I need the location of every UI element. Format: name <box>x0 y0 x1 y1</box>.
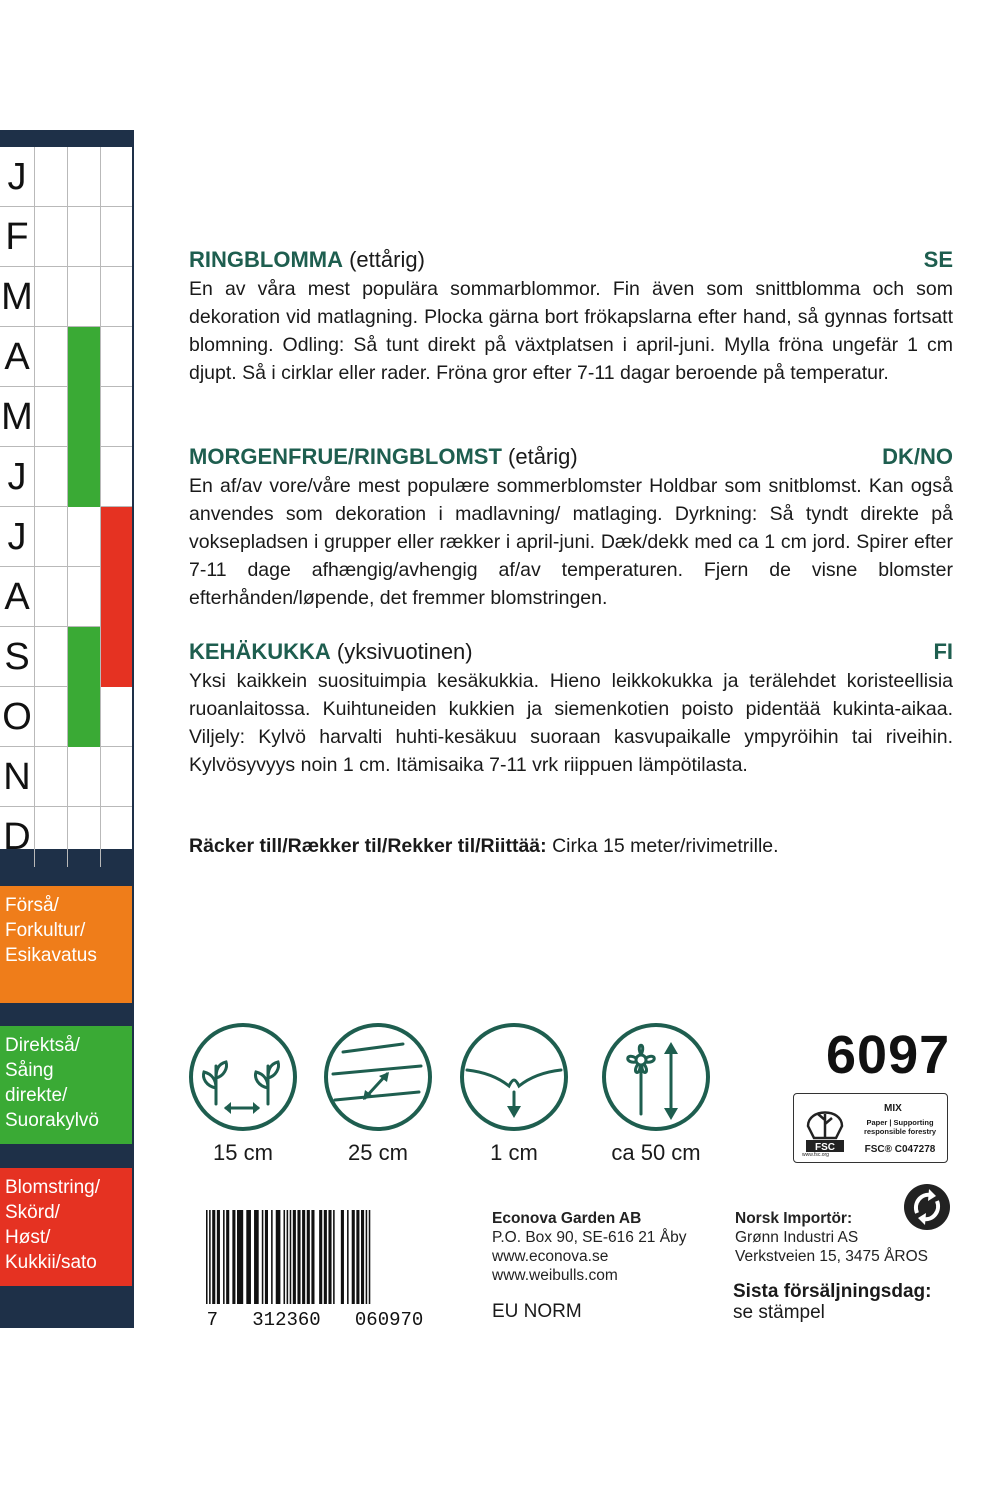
month-cell <box>100 627 132 687</box>
yield-line <box>189 832 779 860</box>
month-letter: A <box>4 336 30 378</box>
legend-line: Förså/ <box>5 895 59 916</box>
month-cell <box>67 387 100 447</box>
last-sale-date <box>733 1281 931 1323</box>
legend-line: Kukkii/sato <box>5 1252 97 1273</box>
company-name: Econova Garden AB <box>492 1210 642 1227</box>
plant-height-icon <box>601 1022 711 1132</box>
month-cell <box>34 147 67 207</box>
month-cell <box>67 567 100 627</box>
fsc-badge <box>793 1093 948 1163</box>
month-row <box>0 447 132 507</box>
barcode-bar <box>290 1210 292 1304</box>
barcode-digits: 7 312360 060970 <box>206 1309 424 1328</box>
month-cell <box>34 567 67 627</box>
legend-blomstring <box>0 1168 132 1286</box>
barcode-bar <box>324 1210 327 1304</box>
language-code: SE <box>923 247 953 272</box>
month-cell <box>67 807 100 867</box>
month-cell <box>100 807 132 867</box>
fsc-brand: FSC <box>815 1142 835 1153</box>
month-row <box>0 627 132 687</box>
barcode-bar <box>302 1210 305 1304</box>
month-cell <box>100 147 132 207</box>
month-letter: S <box>4 636 30 678</box>
language-code: FI <box>933 639 953 664</box>
month-letter: O <box>2 696 32 738</box>
plant-note: (ettårig) <box>349 247 425 272</box>
month-cell <box>67 627 100 687</box>
yield-value: Cirka 15 meter/rivimetrille. <box>552 835 779 857</box>
month-letter: F <box>5 216 29 258</box>
barcode-bar <box>328 1210 331 1304</box>
section-body: Yksi kaikkein suosituimpia kesäkukkia. Hieno leikkokukka ja terälehdet koristeellisia ruoanlaitossa. Kuihtuneiden kukkien ja siemenkotien poisto pidentää kukinta-aikaa. Viljely: Kylvö harvalti huhti-kesäkuu suoraan kasvupaikalle ympyröihin tai riveihin. Kylvösyvyys noin 1 cm. Itämisaika 7-11 vrk riippuen lämpötilasta. <box>189 670 953 776</box>
section-heading <box>189 245 953 275</box>
plant-height-label: ca 50 cm <box>611 1140 701 1165</box>
month-cell <box>34 207 67 267</box>
month-cell <box>67 507 100 567</box>
legend-line: Forkultur/ <box>5 920 86 941</box>
month-cell <box>100 267 132 327</box>
plant-note: (yksivuotinen) <box>336 639 473 664</box>
month-cell <box>34 507 67 567</box>
month-cell <box>100 747 132 807</box>
month-cell <box>100 507 132 567</box>
barcode-bar <box>341 1210 344 1304</box>
last-sale-title: Sista försäljningsdag: <box>733 1281 932 1302</box>
importer-title: Norsk Importör: <box>735 1210 853 1227</box>
month-row <box>0 327 132 387</box>
barcode-bar <box>226 1210 229 1304</box>
plant-name: RINGBLOMMA <box>189 247 343 272</box>
section-danish-norwegian <box>189 442 953 612</box>
barcode-bar <box>347 1210 349 1304</box>
section-swedish <box>189 245 953 387</box>
plant-note: (etårig) <box>508 444 578 469</box>
month-letter: D <box>3 816 31 858</box>
barcode-bar <box>223 1210 225 1304</box>
address-line: P.O. Box 90, SE-616 21 Åby <box>492 1229 687 1246</box>
month-row <box>0 507 132 567</box>
month-cell <box>100 327 132 387</box>
barcode-bar <box>297 1210 300 1304</box>
barcode-bar <box>287 1210 289 1304</box>
month-cell <box>67 447 100 507</box>
section-finnish <box>189 637 953 779</box>
month-cell <box>67 267 100 327</box>
fsc-tree-icon <box>802 1098 848 1158</box>
barcode-bar <box>254 1210 259 1304</box>
barcode-bar <box>237 1210 243 1304</box>
month-cell <box>34 327 67 387</box>
month-cell <box>100 687 132 747</box>
month-cell <box>34 747 67 807</box>
barcode-bar <box>217 1210 220 1304</box>
month-cell <box>100 387 132 447</box>
month-cell <box>67 687 100 747</box>
month-cell <box>67 747 100 807</box>
month-cell <box>34 447 67 507</box>
barcode <box>190 1208 440 1328</box>
legend-line: Blomstring/ <box>5 1177 101 1198</box>
barcode-bar <box>262 1210 264 1304</box>
month-row <box>0 387 132 447</box>
website-link[interactable]: www.econova.se <box>492 1248 609 1265</box>
barcode-bar <box>232 1210 235 1304</box>
yield-label: Räcker till/Rækker til/Rekker til/Riittää: <box>189 835 547 857</box>
barcode-bar <box>284 1210 286 1304</box>
plant-spacing-label: 15 cm <box>213 1140 273 1165</box>
legend-line: Skörd/ <box>5 1202 60 1223</box>
section-heading <box>189 637 953 667</box>
section-heading <box>189 442 953 472</box>
month-cell <box>34 687 67 747</box>
econova-address <box>492 1209 686 1285</box>
importer-name: Grønn Industri AS <box>735 1229 859 1246</box>
eu-norm: EU NORM <box>492 1301 582 1322</box>
barcode-bar <box>307 1210 310 1304</box>
month-cell <box>34 387 67 447</box>
month-row <box>0 267 132 327</box>
language-code: DK/NO <box>882 444 953 469</box>
sowing-calendar-strip <box>0 130 134 1328</box>
barcode-bar <box>276 1210 281 1304</box>
barcode-bar <box>246 1210 251 1304</box>
barcode-bar <box>361 1210 364 1304</box>
month-cell <box>34 627 67 687</box>
month-letter: J <box>7 516 27 558</box>
month-cell <box>100 567 132 627</box>
norwegian-importer <box>735 1209 928 1266</box>
last-sale-value: se stämpel <box>733 1302 825 1323</box>
sowing-depth-icon <box>459 1022 569 1132</box>
barcode-bar <box>366 1210 368 1304</box>
plant-name: MORGENFRUE/RINGBLOMST <box>189 444 502 469</box>
fsc-code: FSC® C047278 <box>864 1144 936 1155</box>
legend-line: Såing <box>5 1060 54 1081</box>
recycle-icon <box>903 1183 951 1231</box>
barcode-bar <box>333 1210 335 1304</box>
legend-line: Suorakylvö <box>5 1110 99 1131</box>
month-letter: J <box>7 456 27 498</box>
website-link[interactable]: www.weibulls.com <box>492 1267 618 1284</box>
legend-line: Esikavatus <box>5 945 97 966</box>
legend-forsa <box>0 886 132 1003</box>
month-letter: J <box>7 156 27 198</box>
month-row <box>0 687 132 747</box>
sowing-depth-label: 1 cm <box>490 1140 538 1165</box>
month-cell <box>100 447 132 507</box>
row-spacing-icon <box>323 1022 433 1132</box>
barcode-bar <box>352 1210 355 1304</box>
plant-spacing-icon <box>188 1022 298 1132</box>
legend-direktsa <box>0 1026 132 1144</box>
importer-address: Verkstveien 15, 3475 ÅROS <box>735 1248 929 1265</box>
month-cell <box>67 327 100 387</box>
barcode-bar <box>369 1210 371 1304</box>
month-cell <box>67 207 100 267</box>
month-letter: A <box>4 576 30 618</box>
barcode-bar <box>209 1210 211 1304</box>
legend-line: direkte/ <box>5 1085 68 1106</box>
barcode-bar <box>265 1210 268 1304</box>
barcode-bar <box>311 1210 314 1304</box>
barcode-bar <box>206 1210 208 1304</box>
month-calendar <box>0 147 132 858</box>
legend-line: Høst/ <box>5 1227 51 1248</box>
barcode-bar <box>319 1210 322 1304</box>
section-body: En av våra mest populära sommarblommor. Fin även som snittblomma och som dekoration vid matlagning. Plocka gärna bort frökapslarna efter hand, så gynnas fortsatt blomning. Odling: Så tunt direkt på växtplatsen i april-juni. Mylla fröna ungefär 1 cm djupt. Så i cirklar eller rader. Fröna gror efter 7-11 dagar beroende på temperatur. <box>189 278 953 384</box>
month-letter: N <box>3 756 31 798</box>
month-cell <box>34 267 67 327</box>
month-row <box>0 747 132 807</box>
section-body: En af/av vore/våre mest populære sommerblomster Holdbar som snitblomst. Kan også anvendes som dekoration i madlavning/ matlaging. Dyrkning: Så tyndt direkte på voksepladsen i grupper eller rækker i april-juni. Dæk/dekk med ca 1 cm jord. Spirer efter 7-11 dage afhængig/avhengig af/av temperaturen. Fjern de visne blomster efterhånden/løpende, det fremmer blomstringen. <box>189 475 953 609</box>
month-cell <box>100 207 132 267</box>
row-spacing-label: 25 cm <box>348 1140 408 1165</box>
month-row <box>0 207 132 267</box>
month-row <box>0 807 132 867</box>
month-cell <box>67 147 100 207</box>
legend-line: Direktså/ <box>5 1035 80 1056</box>
fsc-site: www.fsc.org <box>802 1152 829 1158</box>
month-letter: M <box>1 276 33 318</box>
month-letter: M <box>1 396 33 438</box>
barcode-bar <box>356 1210 359 1304</box>
barcode-bar <box>212 1210 215 1304</box>
month-cell <box>34 807 67 867</box>
barcode-bar <box>271 1210 273 1304</box>
month-row <box>0 147 132 207</box>
month-row <box>0 567 132 627</box>
fsc-mix: MIX <box>884 1103 902 1114</box>
fsc-description: Paper | Supporting responsible forestry <box>863 1118 937 1136</box>
product-number: 6097 <box>826 1025 951 1085</box>
plant-name: KEHÄKUKKA <box>189 639 331 664</box>
barcode-bar <box>293 1210 296 1304</box>
